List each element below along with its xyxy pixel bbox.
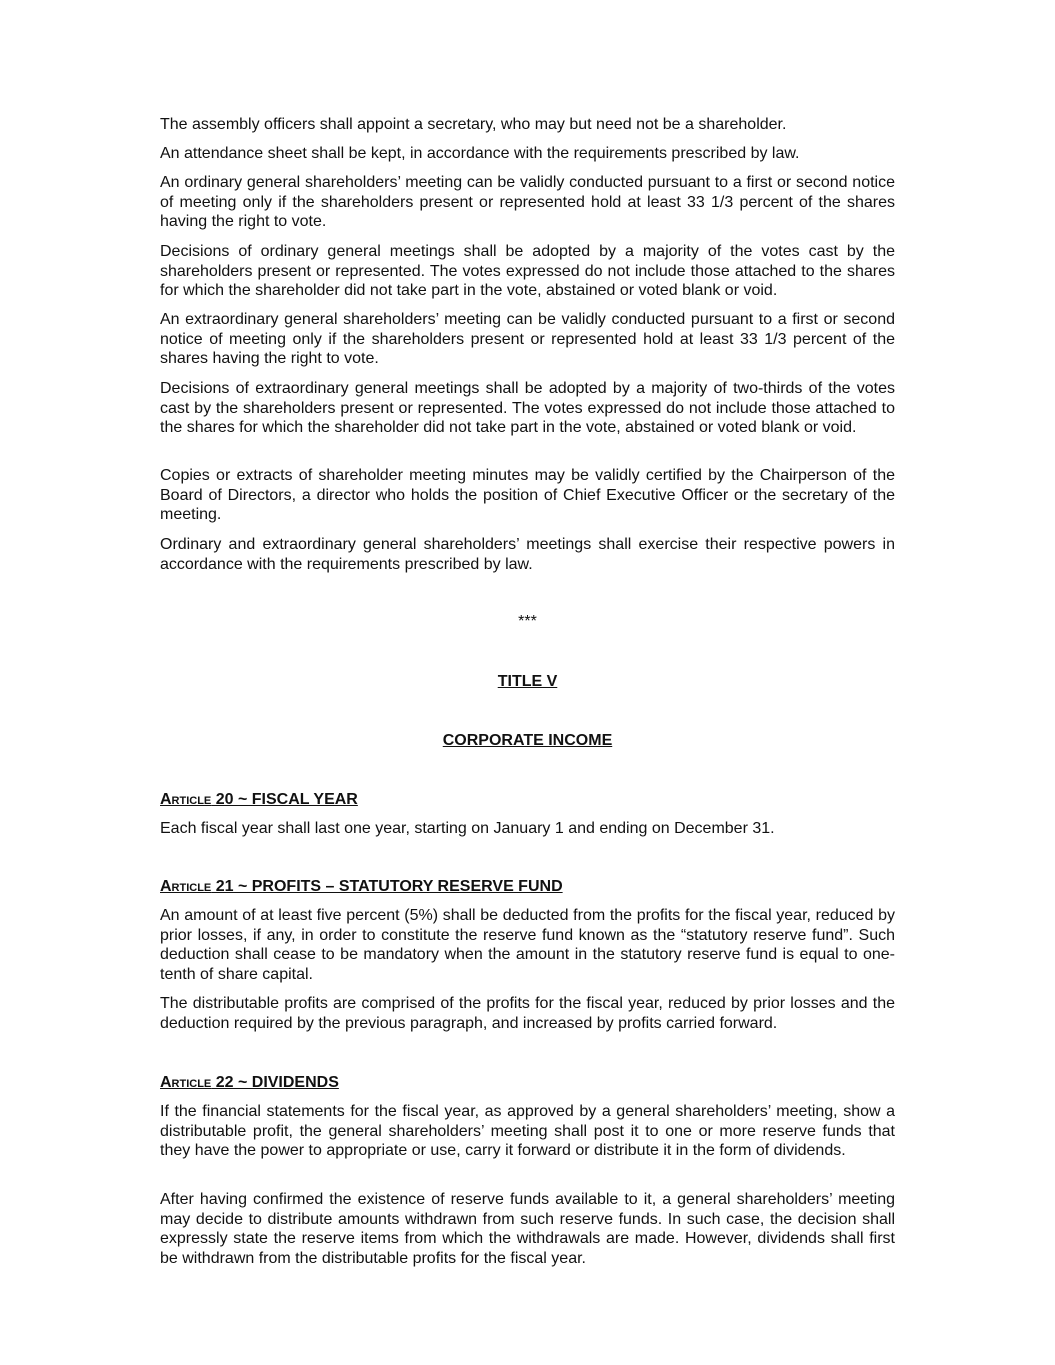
paragraph: Decisions of extraordinary general meetings shall be adopted by a majority of two-thirds of the votes cast by the shareholders present or represented. The votes expressed do not include those attached to the shares for which the shareholder did not take part in the vote, abstained or voted blank or void. bbox=[160, 380, 895, 436]
paragraph: The distributable profits are comprised of the profits for the fiscal year, reduced by prior losses and the deduction required by the previous paragraph, and increased by profits carried forward. bbox=[160, 995, 895, 1032]
article-title: 20 ~ FISCAL YEAR bbox=[211, 791, 358, 808]
article-prefix: Article bbox=[160, 1074, 212, 1091]
article-title: 21 ~ PROFITS – STATUTORY RESERVE FUND bbox=[211, 878, 563, 895]
article-21-heading bbox=[160, 877, 895, 897]
article-prefix: Article bbox=[160, 791, 212, 808]
section-separator: *** bbox=[518, 613, 537, 630]
paragraph: Ordinary and extraordinary general shareholders’ meetings shall exercise their respective powers in accordance with the requirements prescribed by law. bbox=[160, 536, 895, 573]
paragraph: An attendance sheet shall be kept, in accordance with the requirements prescribed by law. bbox=[160, 145, 800, 162]
paragraph: An amount of at least five percent (5%) shall be deducted from the profits for the fiscal year, reduced by prior losses, if any, in order to constitute the reserve fund known as the “statutory reserve fund”. Such deduction shall cease to be mandatory when the amount in the statutory reserve fund is equal to one-tenth of share capital. bbox=[160, 907, 895, 983]
article-20-heading bbox=[160, 790, 895, 810]
article-22-heading bbox=[160, 1073, 895, 1093]
article-prefix: Article bbox=[160, 878, 212, 895]
paragraph: An ordinary general shareholders’ meeting can be validly conducted pursuant to a first or second notice of meeting only if the shareholders present or represented hold at least 33 1/3 percent of the shares having the right to vote. bbox=[160, 174, 895, 230]
paragraph: An extraordinary general shareholders’ meeting can be validly conducted pursuant to a first or second notice of meeting only if the shareholders present or represented hold at least 33 1/3 percent of the shares having the right to vote. bbox=[160, 311, 895, 367]
title-heading: TITLE V bbox=[497, 673, 558, 690]
paragraph: If the financial statements for the fiscal year, as approved by a general shareholders’ meeting, show a distributable profit, the general shareholders’ meeting shall post it to one or more reserve funds that they have the power to appropriate or use, carry it forward or distribute it in the form of dividends. bbox=[160, 1103, 895, 1159]
paragraph: Each fiscal year shall last one year, starting on January 1 and ending on December 31. bbox=[160, 820, 775, 837]
paragraph: The assembly officers shall appoint a secretary, who may but need not be a shareholder. bbox=[160, 116, 787, 133]
article-title: 22 ~ DIVIDENDS bbox=[211, 1074, 339, 1091]
paragraph: Decisions of ordinary general meetings shall be adopted by a majority of the votes cast by the shareholders present or represented. The votes expressed do not include those attached to the shares for which the shareholder did not take part in the vote, abstained or voted blank or void. bbox=[160, 243, 895, 299]
subtitle-heading: CORPORATE INCOME bbox=[442, 732, 613, 749]
paragraph: After having confirmed the existence of reserve funds available to it, a general shareholders’ meeting may decide to distribute amounts withdrawn from such reserve funds. In such case, the decision shall expressly state the reserve items from which the withdrawals are made. However, dividends shall first be withdrawn from the distributable profits for the fiscal year. bbox=[160, 1191, 895, 1267]
paragraph: Copies or extracts of shareholder meeting minutes may be validly certified by the Chairperson of the Board of Directors, a director who holds the position of Chief Executive Officer or the secretary of the meeting. bbox=[160, 467, 895, 523]
